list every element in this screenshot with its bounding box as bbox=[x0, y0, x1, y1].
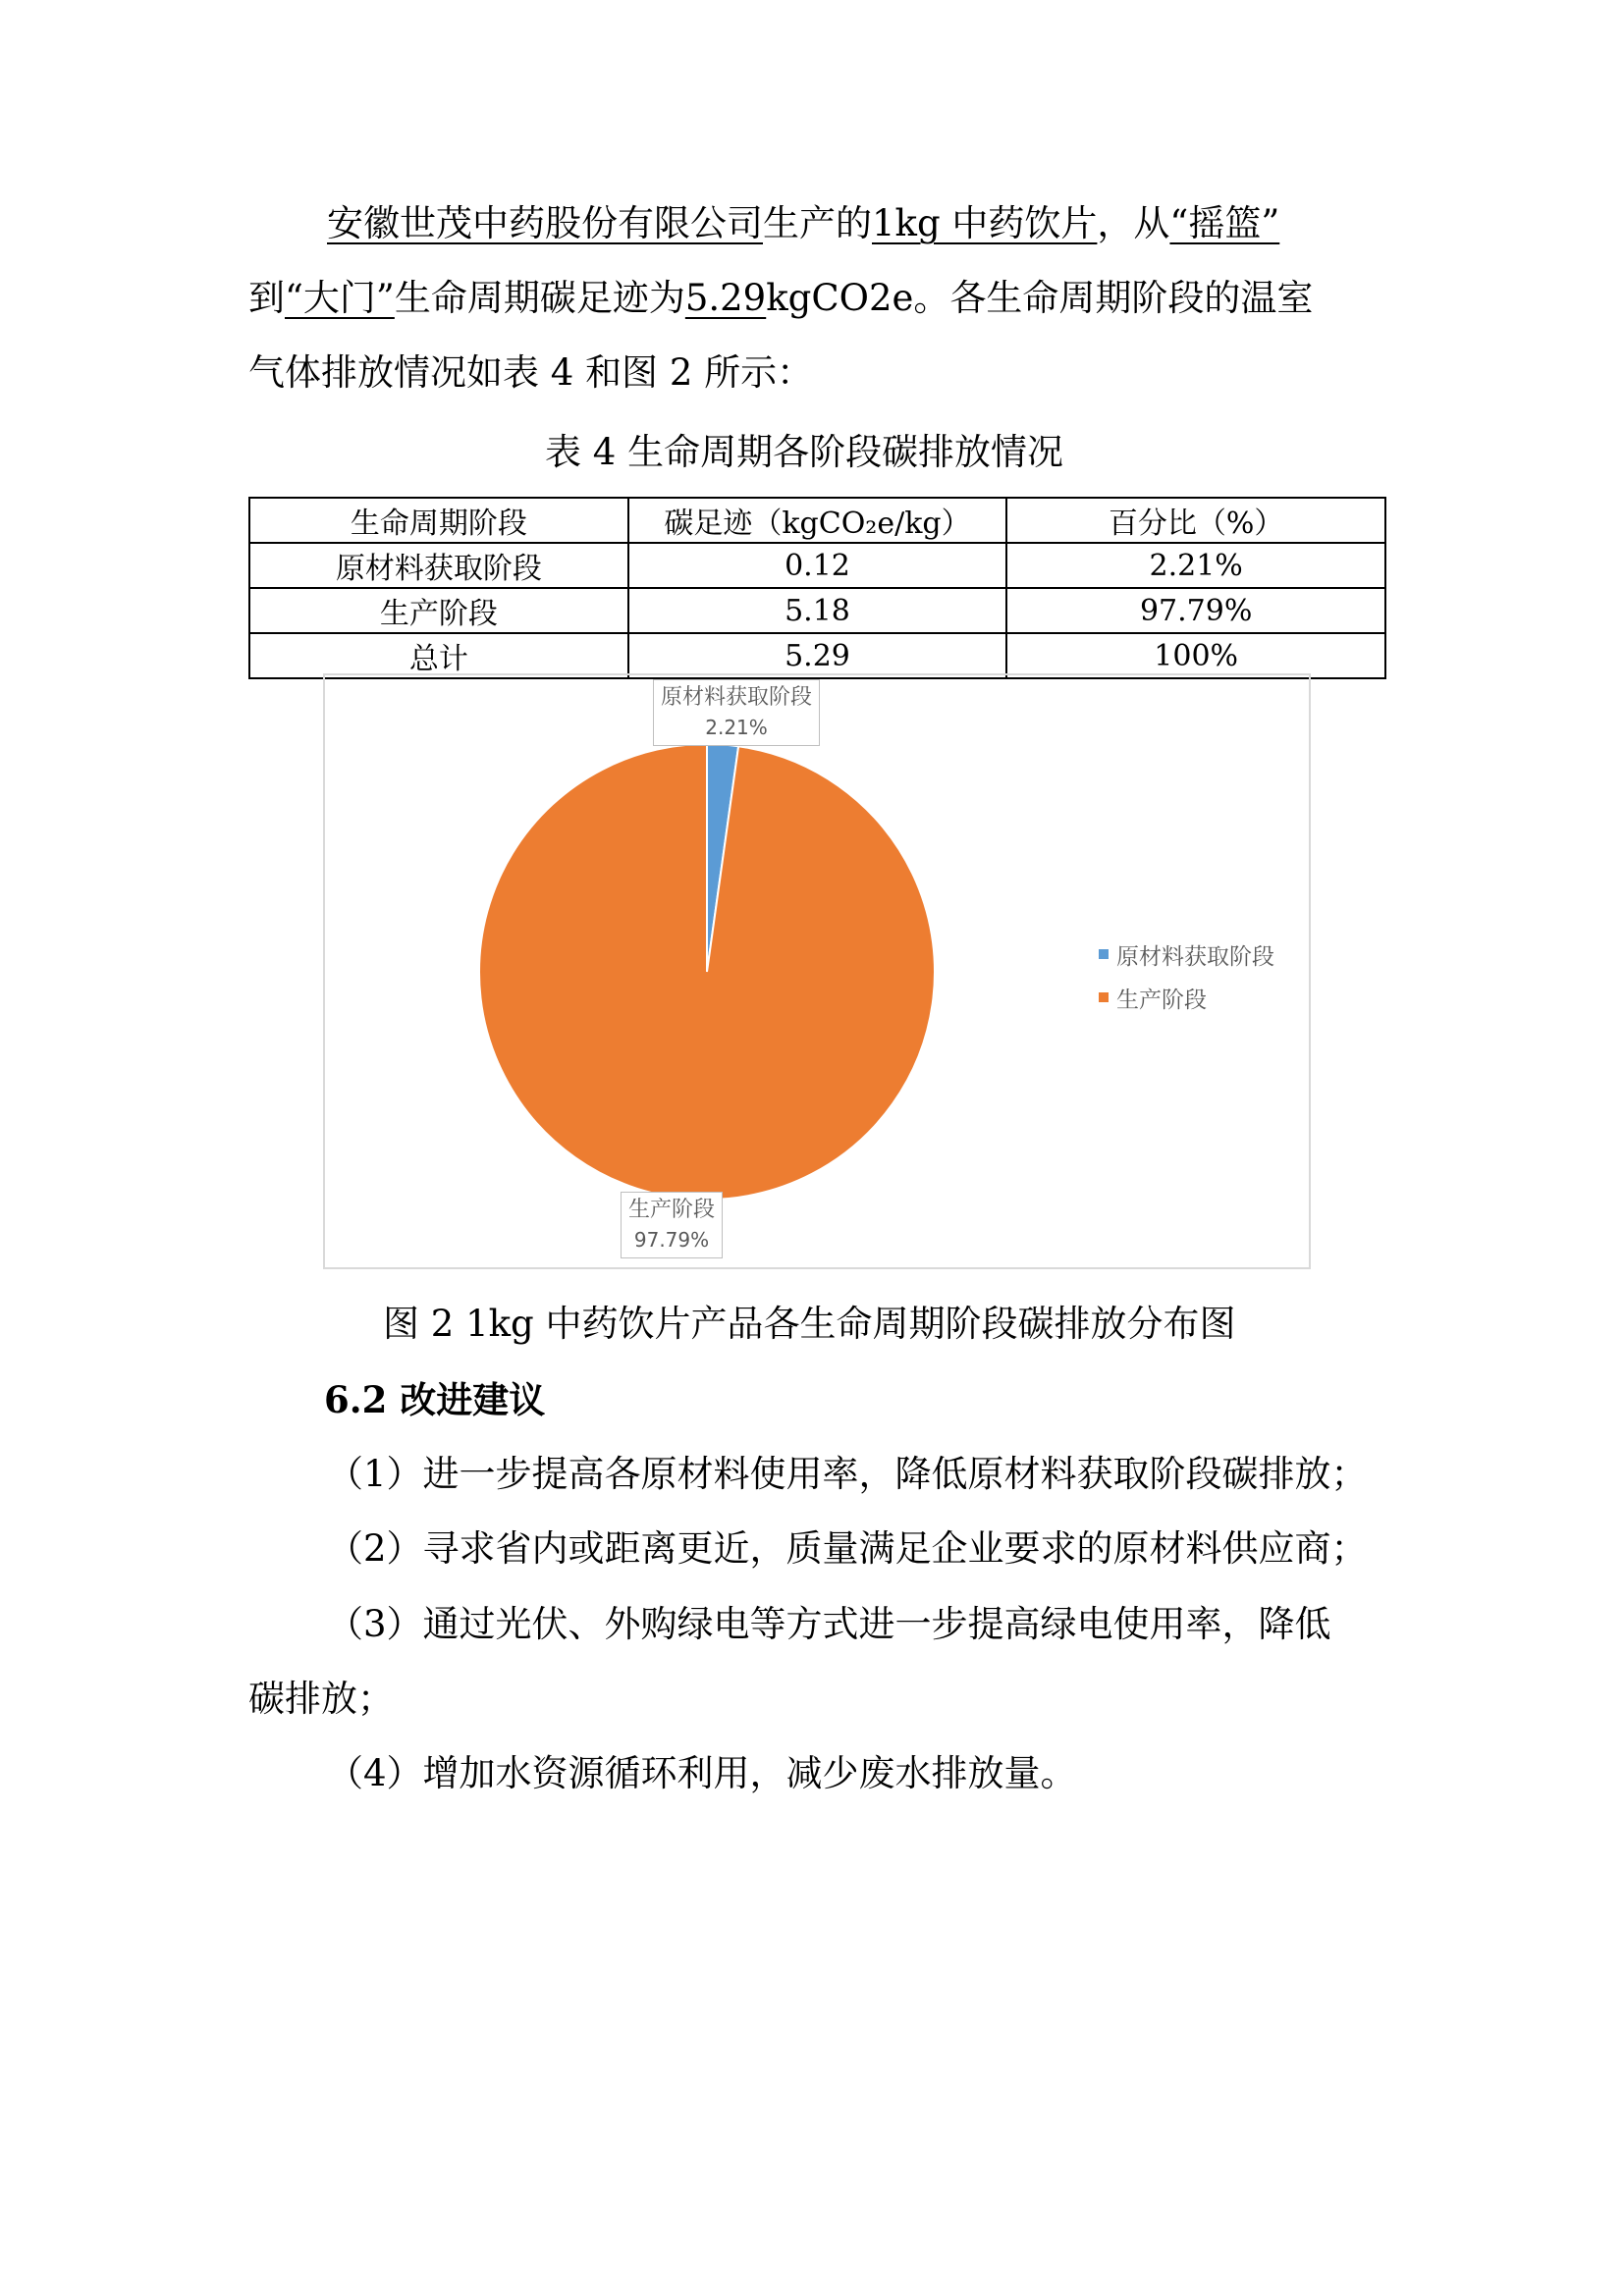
table-row bbox=[249, 588, 1385, 633]
suggestion-item-continued: 碳排放； bbox=[248, 1678, 394, 1720]
gate-label: “大门” bbox=[285, 277, 395, 319]
intro-line-1: 安徽世茂中药股份有限公司生产的1kg 中药饮片，从“摇篮” bbox=[327, 202, 1280, 244]
footprint-value: 5.29 bbox=[684, 277, 767, 319]
chart-legend bbox=[1099, 933, 1274, 1019]
table-cell: 0.12 bbox=[628, 543, 1007, 588]
intro-line-2: 到“大门”生命周期碳足迹为5.29kgCO2e。各生命周期阶段的温室 bbox=[248, 277, 1314, 319]
legend-swatch bbox=[1099, 949, 1109, 959]
table-header-cell: 百分比（%） bbox=[1006, 498, 1385, 543]
table-header-cell: 碳足迹（kgCO₂e/kg） bbox=[628, 498, 1007, 543]
table-caption: 表 4 生命周期各阶段碳排放情况 bbox=[545, 431, 1064, 473]
table-cell: 2.21% bbox=[1006, 543, 1385, 588]
suggestion-item: （2）寻求省内或距离更近，质量满足企业要求的原材料供应商； bbox=[327, 1527, 1368, 1570]
company-name: 安徽世茂中药股份有限公司 bbox=[327, 202, 763, 244]
legend-swatch bbox=[1099, 992, 1109, 1002]
suggestion-item: （3）通过光伏、外购绿电等方式进一步提高绿电使用率，降低 bbox=[327, 1603, 1331, 1645]
table-cell: 100% bbox=[1006, 633, 1385, 678]
product-name: 1kg 中药饮片 bbox=[872, 202, 1098, 244]
pie-chart bbox=[323, 673, 1311, 1269]
suggestion-item: （1）进一步提高各原材料使用率，降低原材料获取阶段碳排放； bbox=[327, 1453, 1368, 1495]
table-row bbox=[249, 633, 1385, 678]
legend-item: 原材料获取阶段 bbox=[1099, 933, 1274, 976]
table-cell: 97.79% bbox=[1006, 588, 1385, 633]
table-header-cell: 生命周期阶段 bbox=[249, 498, 628, 543]
figure-caption: 图 2 1kg 中药饮片产品各生命周期阶段碳排放分布图 bbox=[383, 1303, 1236, 1345]
table-header-row bbox=[249, 498, 1385, 543]
data-label-production: 生产阶段 97.79% bbox=[621, 1192, 723, 1258]
table-cell: 生产阶段 bbox=[249, 588, 628, 633]
table-row bbox=[249, 543, 1385, 588]
table-cell: 5.18 bbox=[628, 588, 1007, 633]
data-label-raw-material: 原材料获取阶段 2.21% bbox=[653, 679, 820, 746]
table-cell: 总计 bbox=[249, 633, 628, 678]
intro-line-3: 气体排放情况如表 4 和图 2 所示： bbox=[248, 351, 814, 394]
emissions-table bbox=[248, 497, 1386, 679]
pie-slice-production bbox=[479, 744, 935, 1200]
suggestion-item: （4）增加水资源循环利用，减少废水排放量。 bbox=[327, 1752, 1077, 1794]
section-heading: 6.2 改进建议 bbox=[324, 1378, 546, 1421]
table-cell: 5.29 bbox=[628, 633, 1007, 678]
legend-item: 生产阶段 bbox=[1099, 976, 1274, 1019]
table-cell: 原材料获取阶段 bbox=[249, 543, 628, 588]
cradle-label: “摇篮” bbox=[1169, 202, 1280, 244]
